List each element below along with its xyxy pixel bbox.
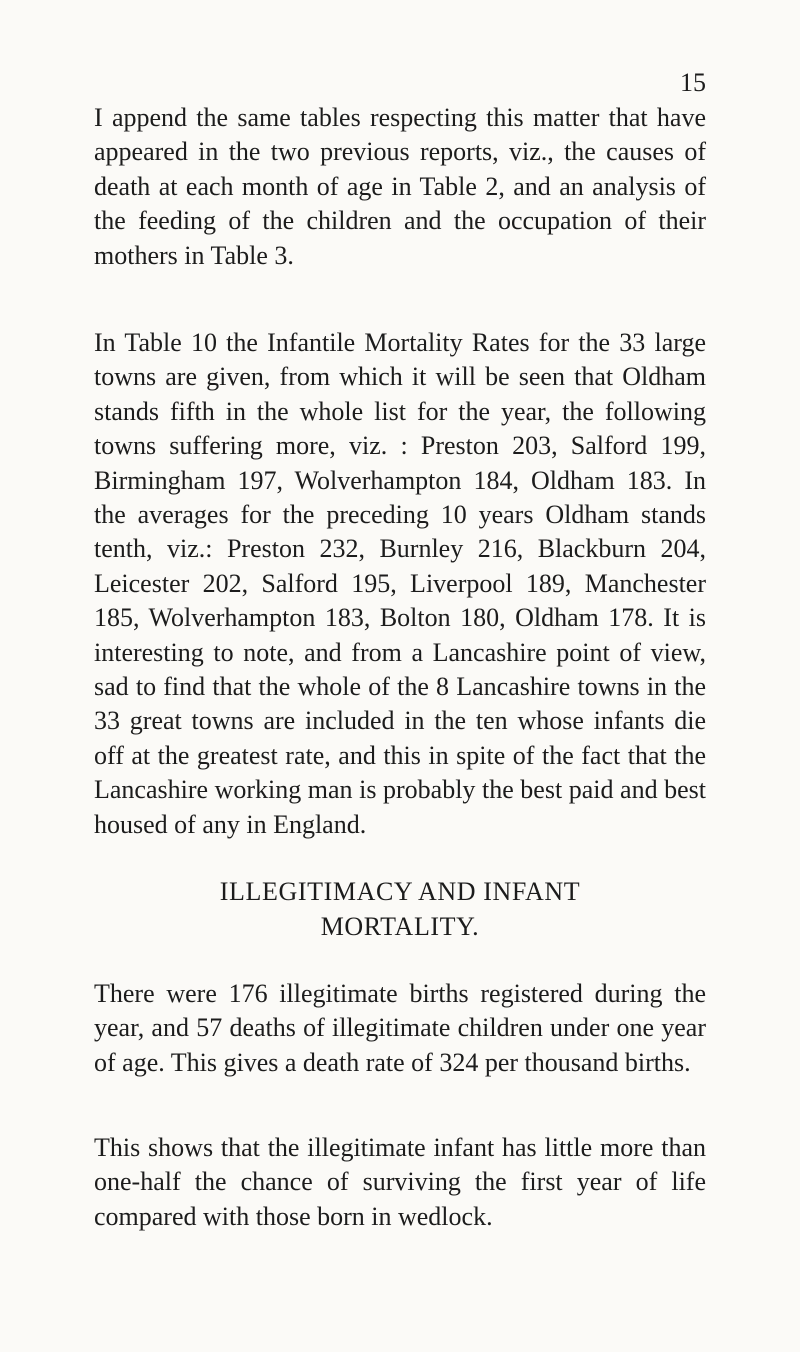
- paragraph-illegitimate-survival: This shows that the illegitimate infant has little more than one-half the chance of surviving the first year of life compared with those born in wedlock.: [94, 1133, 706, 1231]
- section-heading-line-1: ILLEGITIMACY AND INFANT: [219, 877, 581, 906]
- paragraph-tables-append: I append the same tables respecting this matter that have appeared in the two previous reports, viz., the causes of death at each month of age in Table 2, and an analysis of the feeding of the children and the occupation of their mothers in Table 3.: [94, 103, 706, 270]
- page-number: 15: [680, 68, 706, 97]
- section-heading: [94, 874, 706, 944]
- paragraph-infantile-mortality-rates: In Table 10 the Infantile Mortality Rates for the 33 large towns are given, from which it will be seen that Oldham stands fifth in the whole list for the year, the following towns suffering more, viz. : Preston 203, Salford 199, Birmingham 197, Wolverhampton 184, Oldham 183. In the averages for the preceding 10 years Oldham stands tenth, viz.: Preston 232, Burnley 216, Blackburn 204, Leicester 202, Salford 195, Liverpool 189, Manchester 185, Wolverhampton 183, Bolton 180, Oldham 178. It is interesting to note, and from a Lancashire point of view, sad to find that the whole of the 8 Lancashire towns in the 33 great towns are included in the ten whose infants die off at the greatest rate, and this in spite of the fact that the Lancashire working man is probably the best paid and best housed of any in England.: [94, 328, 706, 839]
- paragraph-illegitimate-births: There were 176 illegitimate births registered during the year, and 57 deaths of illegitimate children under one year of age. This gives a death rate of 324 per thousand births.: [94, 979, 706, 1077]
- section-heading-line-2: MORTALITY.: [320, 912, 480, 941]
